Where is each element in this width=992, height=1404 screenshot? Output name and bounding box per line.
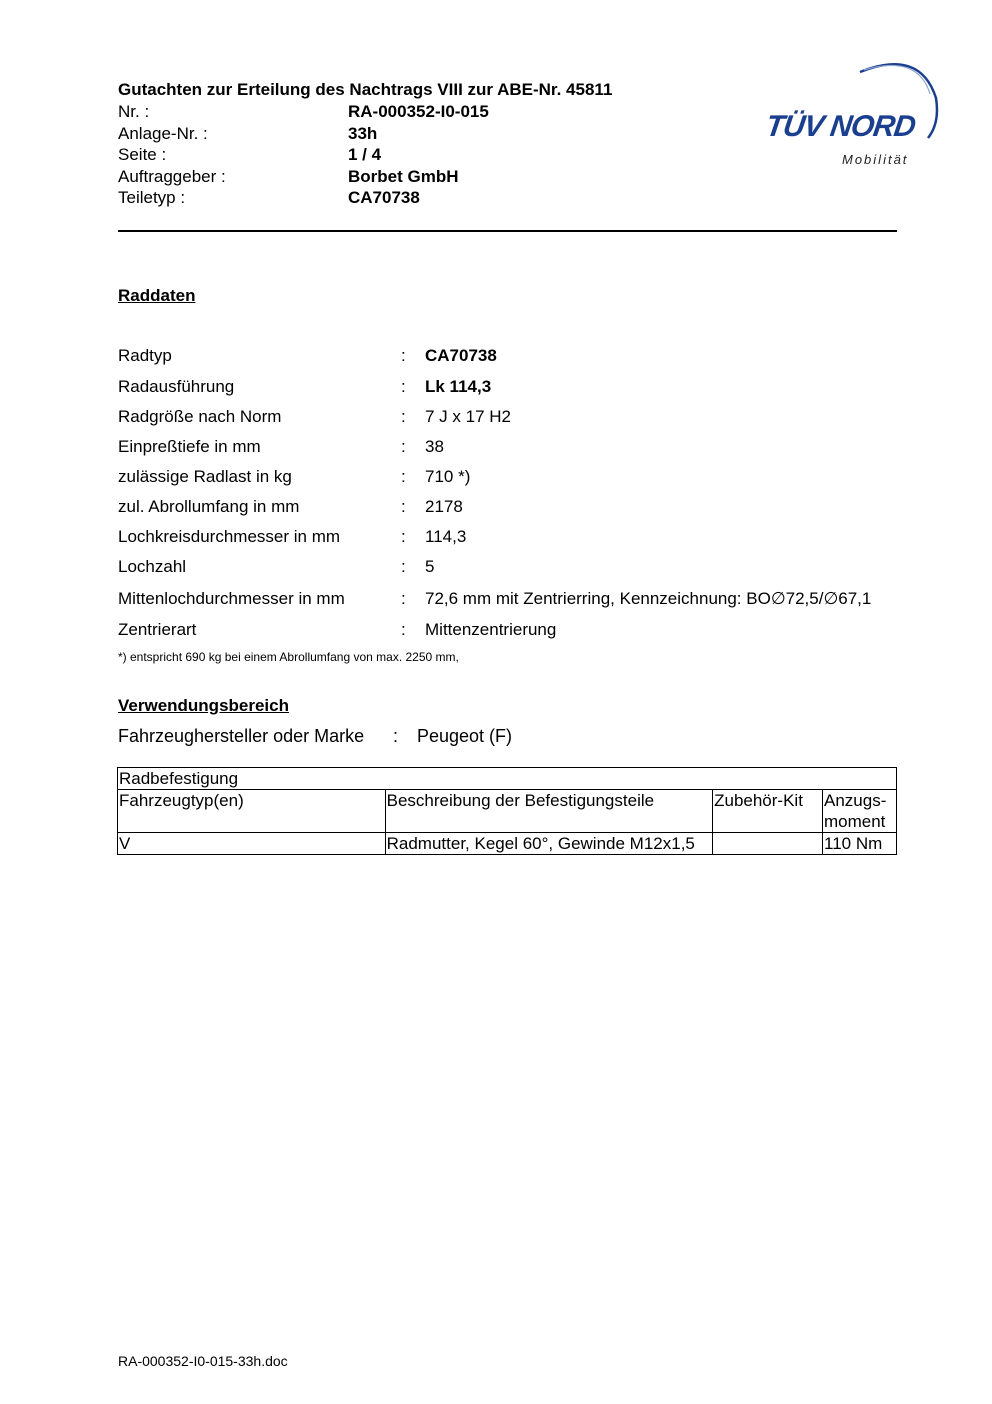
fahrzeughersteller-label: Fahrzeughersteller oder Marke (118, 726, 365, 746)
raddaten-value-zentrierart: Mittenzentrierung (425, 620, 557, 639)
raddaten-colon: : (401, 527, 406, 546)
header-divider (118, 230, 897, 232)
footer-filename: RA-000352-I0-015-33h.doc (118, 1353, 288, 1369)
raddaten-colon: : (401, 346, 406, 365)
logo-brand: TÜV NORD (763, 110, 918, 143)
table-header-cell: Beschreibung der Befestigungsteile (385, 790, 712, 833)
fahrzeughersteller-colon: : (393, 726, 399, 746)
table-header-cell: Fahrzeugtyp(en) (118, 790, 386, 833)
raddaten-value-radgroesse: 7 J x 17 H2 (425, 407, 511, 426)
radbefestigung-table (117, 767, 897, 855)
table-header-cell: Zubehör-Kit (713, 790, 823, 833)
header-label-nr: Nr. : (118, 102, 150, 121)
raddaten-label-abrollumfang: zul. Abrollumfang in mm (118, 497, 300, 516)
table-row (118, 833, 897, 855)
raddaten-value-lochkreis: 114,3 (425, 527, 467, 546)
raddaten-label-radlast: zulässige Radlast in kg (118, 467, 292, 486)
raddaten-colon: : (401, 557, 406, 576)
table-header-cell: Anzugs-moment (823, 790, 897, 833)
raddaten-label-zentrierart: Zentrierart (118, 620, 197, 639)
raddaten-colon: : (401, 620, 406, 639)
raddaten-colon: : (401, 437, 406, 456)
header-value-teiletyp: CA70738 (348, 188, 420, 207)
raddaten-footnote: *) entspricht 690 kg bei einem Abrollumfang von max. 2250 mm, (118, 650, 459, 664)
raddaten-label-einpresstiefe: Einpreßtiefe in mm (118, 437, 261, 456)
raddaten-label-radtyp: Radtyp (118, 346, 172, 365)
raddaten-heading: Raddaten (118, 286, 196, 305)
header-label-teiletyp: Teiletyp : (118, 188, 186, 207)
verwendung-heading: Verwendungsbereich (118, 696, 289, 715)
raddaten-colon: : (401, 377, 406, 396)
raddaten-label-lochzahl: Lochzahl (118, 557, 187, 576)
header-label-seite: Seite : (118, 145, 167, 164)
raddaten-value-abrollumfang: 2178 (425, 497, 463, 516)
raddaten-value-mittenloch: 72,6 mm mit Zentrierring, Kennzeichnung: BO∅72,5/∅67,1 (425, 589, 872, 608)
raddaten-label-lochkreis: Lochkreisdurchmesser in mm (118, 527, 341, 546)
raddaten-label-radausfuehrung: Radausführung (118, 377, 235, 396)
raddaten-value-radtyp: CA70738 (425, 346, 497, 365)
header-value-nr: RA-000352-I0-015 (348, 102, 489, 121)
header-value-auftraggeber: Borbet GmbH (348, 167, 459, 186)
table-cell: V (118, 833, 386, 855)
header-value-seite: 1 / 4 (348, 145, 382, 164)
raddaten-value-lochzahl: 5 (425, 557, 435, 576)
logo-subtitle: Mobilität (842, 152, 909, 167)
raddaten-colon: : (401, 407, 406, 426)
raddaten-label-radgroesse: Radgröße nach Norm (118, 407, 282, 426)
fahrzeughersteller-value: Peugeot (F) (417, 726, 513, 746)
table-header-row (118, 790, 897, 833)
raddaten-value-radausfuehrung: Lk 114,3 (425, 377, 492, 396)
raddaten-colon: : (401, 497, 406, 516)
table-title-row (118, 768, 897, 790)
table-cell: 110 Nm (823, 833, 897, 855)
table-title: Radbefestigung (118, 768, 897, 790)
header-label-auftraggeber: Auftraggeber : (118, 167, 226, 186)
tuev-nord-logo (760, 58, 942, 173)
raddaten-value-einpresstiefe: 38 (425, 437, 444, 456)
header-label-anlage: Anlage-Nr. : (118, 124, 208, 143)
table-cell: Radmutter, Kegel 60°, Gewinde M12x1,5 (385, 833, 712, 855)
raddaten-colon: : (401, 589, 406, 608)
document-title: Gutachten zur Erteilung des Nachtrags VIII zur ABE-Nr. 45811 (118, 80, 613, 99)
table-cell (713, 833, 823, 855)
header-value-anlage: 33h (348, 124, 378, 143)
raddaten-value-radlast: 710 *) (425, 467, 471, 486)
raddaten-label-mittenloch: Mittenlochdurchmesser in mm (118, 589, 345, 608)
raddaten-colon: : (401, 467, 406, 486)
